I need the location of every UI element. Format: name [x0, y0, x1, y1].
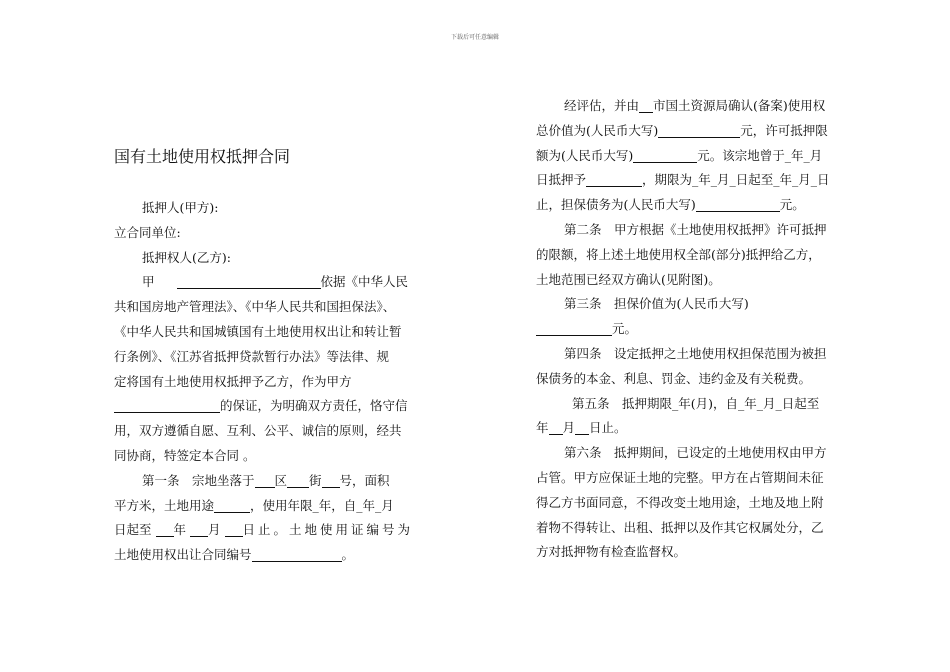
- article-1-line-1: [114, 469, 426, 494]
- article-4-line-1: 第四条 设定抵押之土地使用权担保范围为被担: [564, 345, 827, 361]
- preamble-line-7: 用，双方遵循自愿、互利、公平、诚信的原则，经共: [114, 423, 402, 439]
- article-6-line-2: 占管。甲方应保证土地的完整。甲方在占管期间未征: [536, 469, 824, 485]
- article-1-text-f: ，使用年限_年，自_年_月: [250, 497, 394, 513]
- article-6-line-1: 第六条 抵押期间，已设定的土地使用权由甲方: [564, 445, 827, 461]
- preamble-line-5: 定将国有土地使用权抵押予乙方，作为甲方: [114, 373, 352, 389]
- valuation-line-4: [536, 168, 840, 193]
- article-1-line-4: [114, 543, 426, 568]
- article-3-line-1: 第三条 担保价值为(人民币大写): [564, 296, 749, 312]
- valuation-text-f: 元。该宗地曾于_年_月: [697, 147, 823, 163]
- valuation-text-e: 额为(人民币大写): [536, 147, 634, 163]
- document-title: 国有土地使用权抵押合同: [114, 147, 291, 166]
- article-1-text-h: 年: [173, 522, 187, 538]
- article-2-line-1: 第二条 甲方根据《土地使用权抵押》许可抵押: [564, 221, 827, 237]
- article-1-text-k: 土地使用权出让合同编号: [114, 547, 252, 563]
- article-2-line-2: 的限额，将上述土地使用权全部(部分)抵押给乙方，: [536, 246, 821, 262]
- article-5-line-1: 第五条 抵押期限_年(月)，自_年_月_日起至: [572, 395, 820, 411]
- article-1-text-g: 日起至: [114, 522, 152, 538]
- street-blank: [287, 473, 309, 488]
- article-1-text-l: 。: [341, 547, 355, 563]
- party-a-blank: [177, 274, 321, 289]
- article-1-text-i: 月: [208, 522, 221, 538]
- valuation-text-g: 日抵押予: [536, 172, 587, 188]
- valuation-line-2: [536, 119, 840, 144]
- mortgagee-line: 抵押权人(乙方):: [142, 249, 231, 265]
- limit-blank: [633, 148, 697, 163]
- preamble-line-8: 同协商，特签定本合同 。: [114, 447, 256, 463]
- preamble-line-1: [114, 270, 426, 295]
- article-4-line-2: 保债务的本金、利息、罚金、违约金及有关税费。: [536, 370, 812, 386]
- guarantee-blank: [114, 398, 220, 413]
- day-blank: [225, 522, 243, 537]
- article-1-line-3: [114, 518, 426, 543]
- contract-number-blank: [252, 547, 342, 562]
- article-6-line-4: 着物不得转让、出租、抵押以及作其它权属处分，乙: [536, 519, 824, 535]
- article-5-text-c: 日止。: [589, 420, 627, 436]
- article-5-text-b: 月: [562, 420, 576, 436]
- right-column: [536, 94, 840, 565]
- preamble-line-3: 《中华人民共和国城镇国有土地使用权出让和转让暂: [114, 323, 402, 339]
- city-blank: [639, 98, 653, 113]
- article-6-line-5: 方对抵押物有检查监督权。: [536, 544, 687, 560]
- end-month-blank: [549, 420, 563, 435]
- valuation-text-i: 止，担保债务为(人民币大写): [536, 197, 696, 213]
- prior-mortgagee-blank: [586, 172, 642, 187]
- preamble-line-4: 行条例》、《江苏省抵押贷款暂行办法》等法律、规: [114, 348, 390, 364]
- number-blank: [322, 473, 340, 488]
- debt-blank: [696, 197, 780, 212]
- article-1-text-e: 平方米，土地用途: [114, 497, 215, 513]
- total-value-blank: [658, 123, 740, 138]
- valuation-text-d: 元，许可抵押限: [740, 122, 828, 138]
- guarantee-value-blank: [536, 321, 612, 336]
- year-blank: [156, 522, 174, 537]
- article-6-line-3: 得乙方书面同意，不得改变土地用途，土地及地上附: [536, 494, 824, 510]
- month-blank: [190, 522, 208, 537]
- valuation-line-1: [536, 94, 840, 119]
- article-1-text-c: 街: [309, 472, 322, 488]
- district-blank: [255, 473, 275, 488]
- article-3-line-2: [536, 317, 840, 342]
- valuation-text-h: ，期限为_年_月_日起至_年_月_日: [642, 172, 830, 188]
- article-1-text-a: 第一条 宗地坐落于: [142, 472, 255, 488]
- unit-line: 立合同单位:: [114, 224, 181, 240]
- land-use-blank: [214, 498, 250, 513]
- article-1-text-b: 区: [274, 472, 288, 488]
- article-1-text-d: 号，面积: [339, 472, 390, 488]
- valuation-line-5: [536, 193, 840, 218]
- article-5-line-2: [536, 416, 840, 441]
- article-3-text: 元。: [612, 321, 638, 337]
- page-header: 下载后可任意编辑: [450, 34, 499, 41]
- preamble-line-2: 共和国房地产管理法》、《中华人民共和国担保法》、: [114, 299, 396, 315]
- article-2-line-3: 土地范围已经双方确认(见附图)。: [536, 271, 721, 287]
- valuation-text-a: 经评估，并由: [564, 98, 640, 113]
- mortgagor-line: 抵押人(甲方):: [142, 200, 219, 215]
- party-a-label: 甲: [142, 274, 155, 290]
- left-column: [114, 196, 426, 568]
- end-day-blank: [575, 420, 589, 435]
- article-5-text-a: 年: [536, 420, 549, 436]
- valuation-text-b: 市国土资源局确认(备案)使用权: [653, 98, 826, 113]
- valuation-text-j: 元。: [779, 197, 805, 213]
- valuation-line-3: [536, 144, 840, 169]
- article-1-line-2: [114, 494, 426, 519]
- valuation-text-c: 总价值为(人民币大写): [536, 122, 659, 138]
- article-1-text-j: 日止。土地使用证编号为: [242, 522, 414, 538]
- preamble-text-1: 依据《中华人民: [320, 274, 409, 290]
- preamble-line-6: [114, 394, 426, 419]
- preamble-text-6: 的保证，为明确双方责任，恪守信: [220, 398, 408, 414]
